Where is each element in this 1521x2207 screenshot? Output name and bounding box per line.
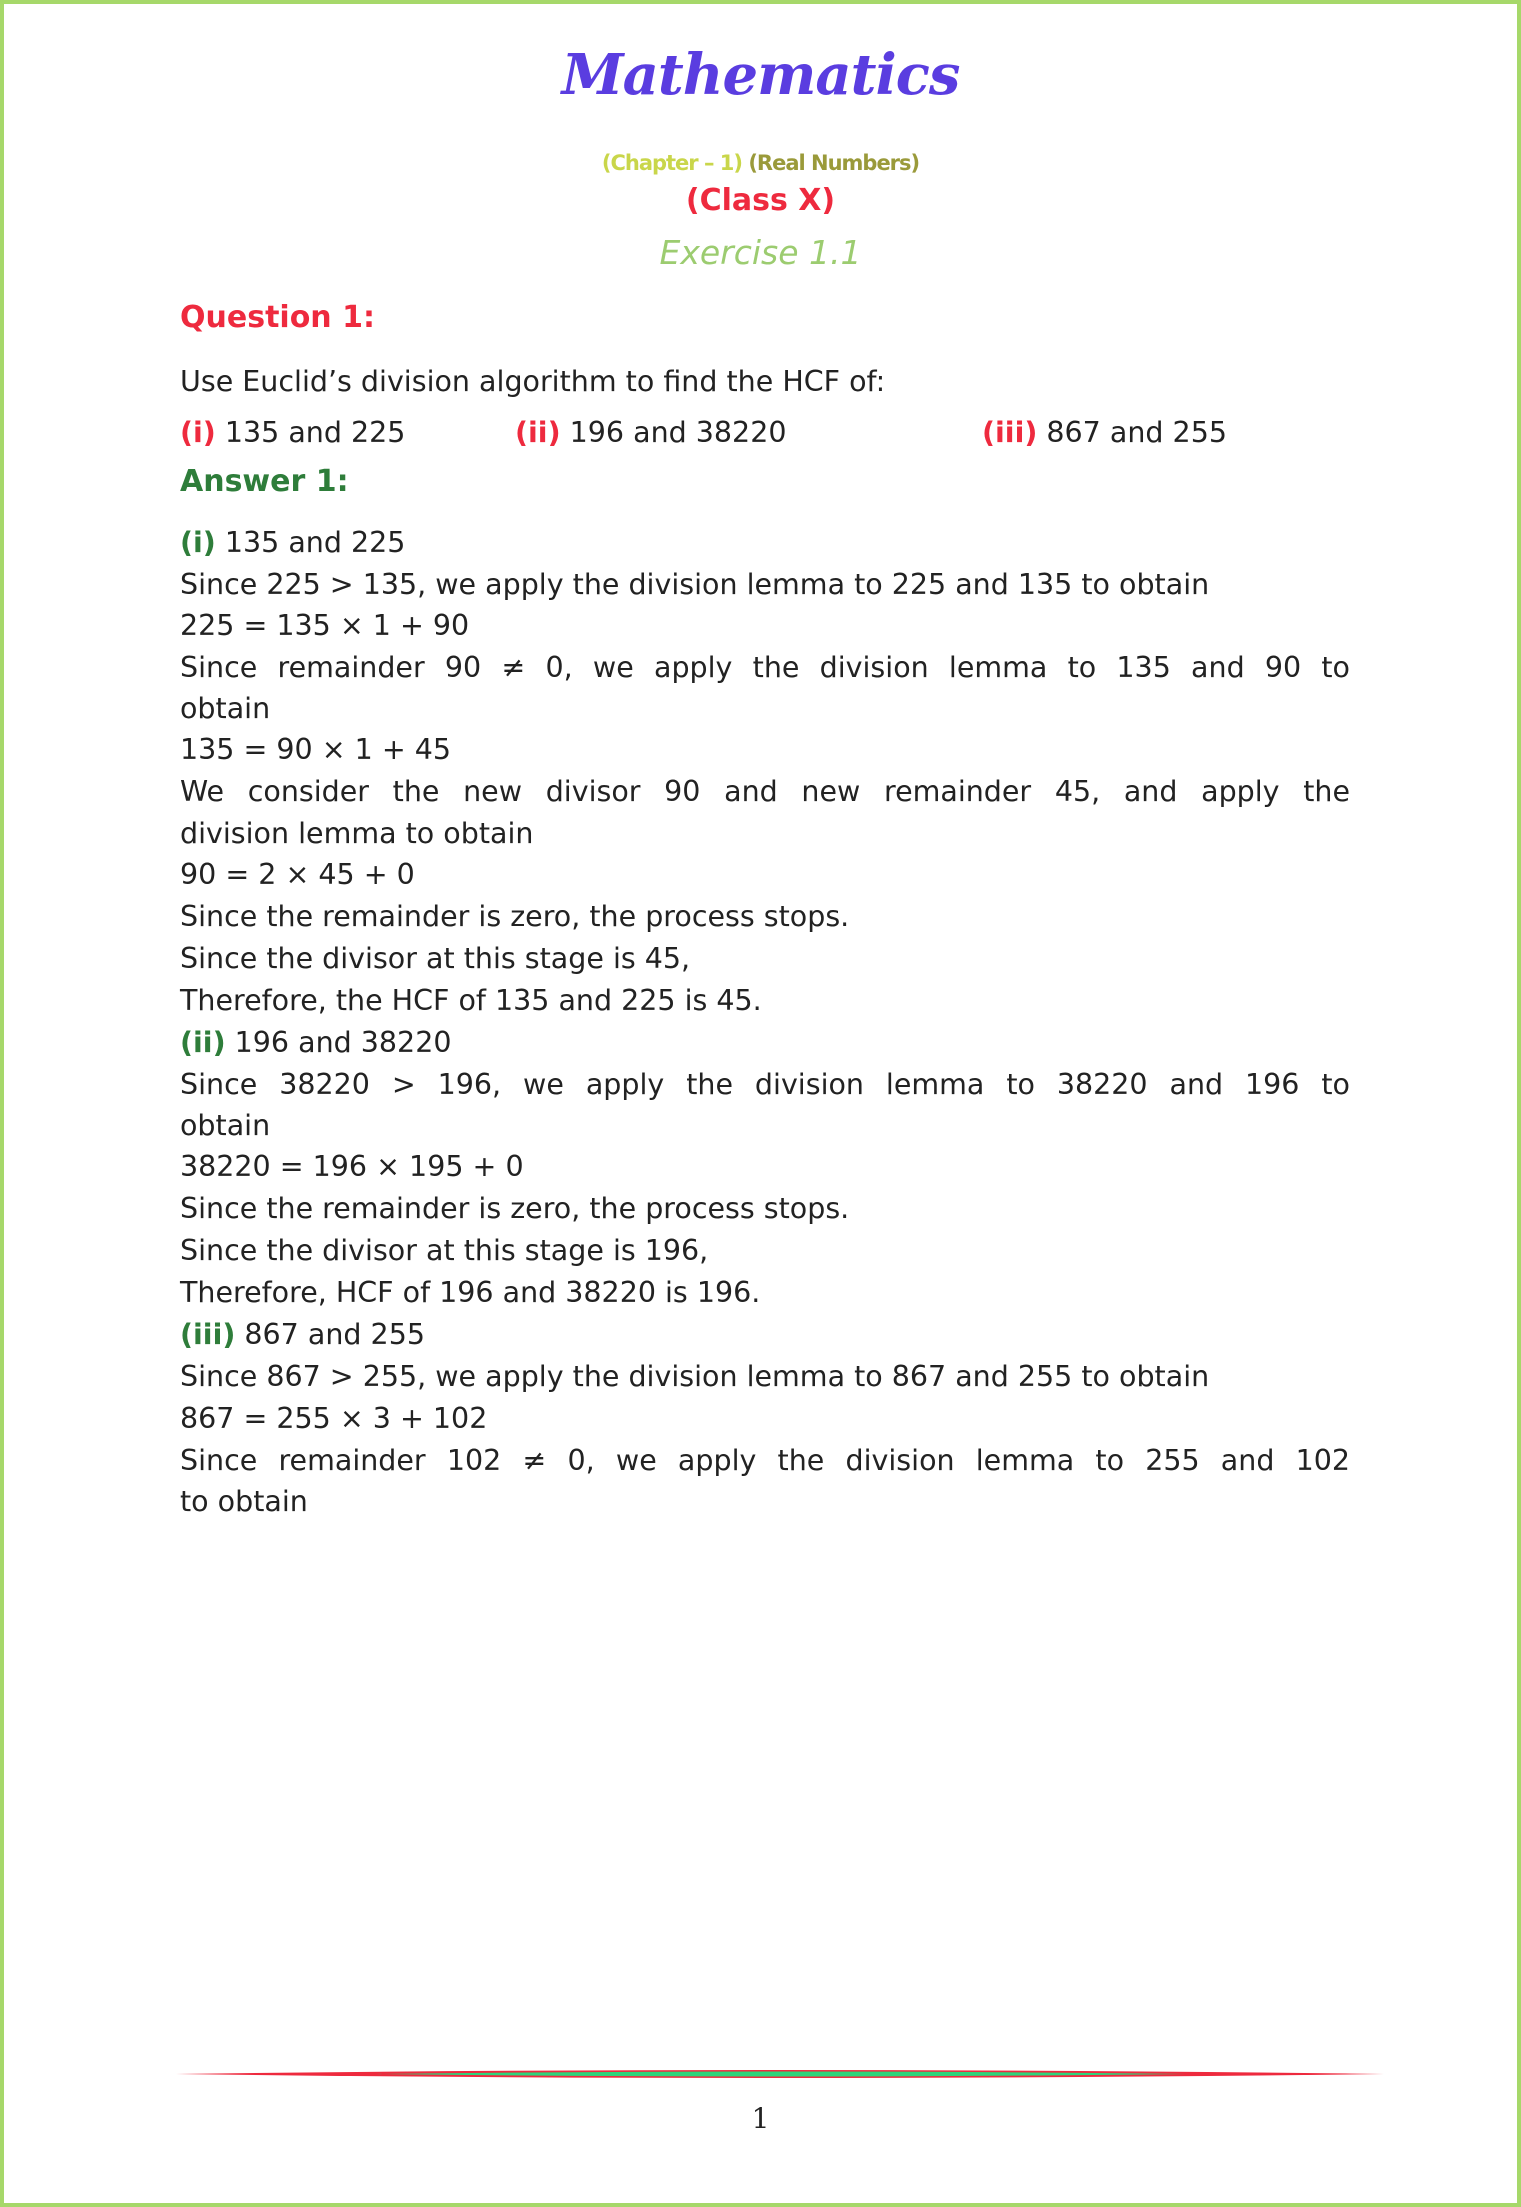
line-text: 90 = 2 × 45 + 0 [180, 858, 415, 891]
line-text: obtain [180, 692, 271, 725]
question-part [180, 413, 405, 453]
line-text: 135 and 225 [224, 526, 406, 559]
line-text: 867 = 255 × 3 + 102 [180, 1402, 488, 1435]
line-text: Since 225 > 135, we apply the division lemma to 225 and 135 to obtain [180, 568, 1210, 601]
part-label: (ii) [180, 1026, 226, 1059]
answer-line [180, 565, 1209, 605]
question-part [515, 413, 786, 453]
page-number: 1 [751, 2102, 770, 2135]
answer-line [180, 814, 533, 854]
answer-line [180, 1273, 760, 1313]
line-text: Since the divisor at this stage is 196, [180, 1234, 709, 1267]
question-part [982, 413, 1227, 453]
line-text: 38220 = 196 × 195 + 0 [180, 1150, 524, 1183]
answer-line [180, 1399, 487, 1439]
line-text: Since 38220 > 196, we apply the division lemma to 38220 and 196 to [180, 1068, 1350, 1101]
answer-line [180, 897, 849, 937]
answer-line [180, 855, 415, 895]
answer-line [180, 730, 451, 770]
line-text: We consider the new divisor 90 and new remainder 45, and apply the [180, 775, 1350, 808]
line-text: Therefore, HCF of 196 and 38220 is 196. [180, 1276, 761, 1309]
answer-part-heading [180, 523, 405, 563]
chapter-name: (Real Numbers) [748, 151, 920, 175]
answer-line [180, 981, 762, 1021]
answer-line [180, 939, 690, 979]
answer-line [180, 689, 270, 729]
answer-line [180, 606, 469, 646]
line-text: 196 and 38220 [234, 1026, 452, 1059]
part-text: 867 and 255 [1046, 416, 1227, 449]
answer-line [180, 1357, 1209, 1397]
answer-line [180, 772, 1350, 812]
answer-line [180, 1482, 308, 1522]
line-text: obtain [180, 1109, 271, 1142]
part-label: (iii) [180, 1318, 236, 1351]
part-text: 135 and 225 [224, 416, 406, 449]
line-text: Since the remainder is zero, the process stops. [180, 1192, 850, 1225]
answer-line [180, 1231, 708, 1271]
line-text: 135 = 90 × 1 + 45 [180, 733, 452, 766]
line-text: Since remainder 90 ≠ 0, we apply the division lemma to 135 and 90 to [180, 651, 1350, 684]
question-heading: Question 1: [180, 300, 375, 335]
subject-title: Mathematics [561, 42, 960, 108]
line-text: 867 and 255 [244, 1318, 425, 1351]
exercise-heading: Exercise 1.1 [659, 233, 862, 272]
part-label: (ii) [515, 416, 561, 449]
chapter-number: (Chapter – 1) [601, 151, 742, 175]
line-text: division lemma to obtain [180, 817, 534, 850]
answer-line [180, 1189, 849, 1229]
line-text: Since the divisor at this stage is 45, [180, 942, 691, 975]
answer-line [180, 1065, 1350, 1105]
answer-line [180, 1147, 524, 1187]
line-text: to obtain [180, 1485, 308, 1518]
question-text: Use Euclid’s division algorithm to find the HCF of: [180, 365, 886, 398]
chapter-heading [4, 151, 1517, 175]
line-text: Therefore, the HCF of 135 and 225 is 45. [180, 984, 762, 1017]
footer-divider [176, 2068, 1384, 2080]
answer-line [180, 1106, 270, 1146]
part-text: 196 and 38220 [569, 416, 787, 449]
answer-heading: Answer 1: [180, 464, 349, 499]
part-label: (iii) [982, 416, 1038, 449]
class-heading: (Class X) [685, 183, 836, 218]
line-text: 225 = 135 × 1 + 90 [180, 609, 470, 642]
line-text: Since the remainder is zero, the process stops. [180, 900, 850, 933]
part-label: (i) [180, 526, 216, 559]
line-text: Since remainder 102 ≠ 0, we apply the division lemma to 255 and 102 [180, 1444, 1350, 1477]
answer-line [180, 1441, 1350, 1481]
answer-part-heading [180, 1023, 451, 1063]
line-text: Since 867 > 255, we apply the division lemma to 867 and 255 to obtain [180, 1360, 1210, 1393]
answer-line [180, 648, 1350, 688]
answer-part-heading [180, 1315, 425, 1355]
part-label: (i) [180, 416, 216, 449]
